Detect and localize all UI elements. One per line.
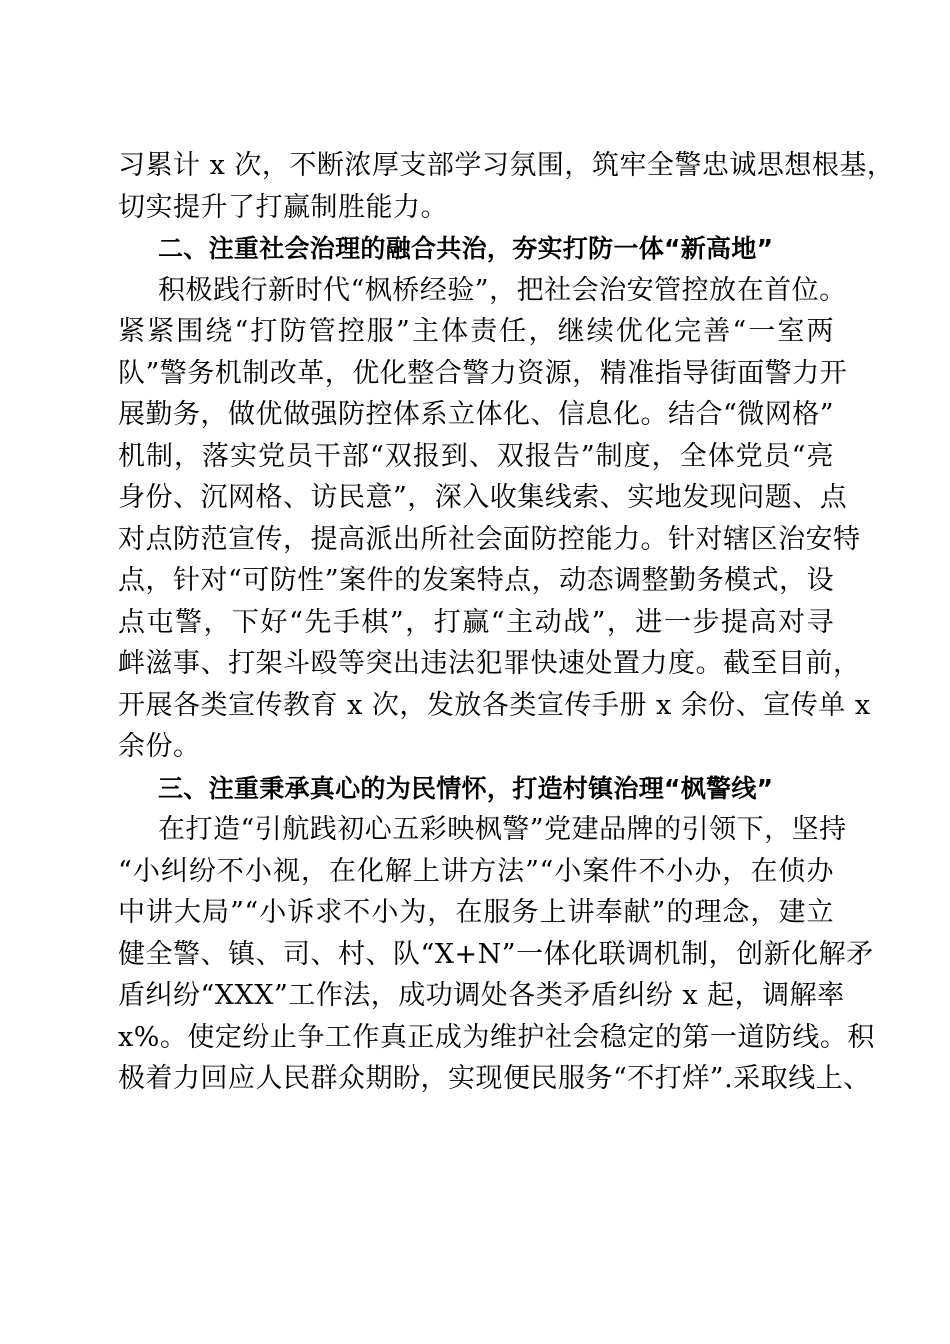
paragraph-line: 对点防范宣传，提高派出所社会面防控能力。针对辖区治安特 — [118, 523, 861, 555]
paragraph-line: 切实提升了打赢制胜能力。 — [118, 191, 448, 223]
paragraph-line: 中讲大局”“小诉求不小为，在服务上讲奉献”的理念，建立 — [118, 897, 834, 928]
paragraph-line: 点屯警，下好“先手棋”，打赢“主动战”，进一步提高对寻 — [118, 606, 834, 638]
document-page — [118, 145, 895, 1100]
paragraph-line: 紧紧围绕“打防管控服”主体责任，继续优化完善“一室两 — [118, 316, 834, 347]
paragraph-line: 机制，落实党员干部“双报到、双报告”制度，全体党员“亮 — [118, 440, 834, 472]
paragraph-line: 点，针对“可防性”案件的发案特点，动态调整勤务模式，设 — [118, 565, 835, 596]
paragraph-line: x%。使定纷止争工作真正成为维护社会稳定的第一道防线。积 — [118, 1021, 875, 1053]
paragraph-line: 余份。 — [118, 731, 201, 762]
paragraph-line: “小纠纷不小视，在化解上讲方法”“小案件不小办，在侦办 — [118, 855, 834, 887]
paragraph-line: 衅滋事、打架斗殴等突出违法犯罪快速处置力度。截至目前， — [118, 648, 861, 679]
paragraph-line: 队”警务机制改革，优化整合警力资源，精准指导街面警力开 — [118, 357, 848, 389]
section-heading: 二、注重社会治理的融合共治，夯实打防一体“新高地” — [158, 234, 774, 263]
paragraph-line: 盾纠纷“XXX”工作法，成功调处各类矛盾纠纷 x 起，调解率 — [118, 980, 845, 1011]
paragraph-line: 身份、沉网格、访民意”，深入收集线索、实地发现问题、点 — [118, 482, 848, 513]
paragraph-line: 展勤务，做优做强防控体系立体化、信息化。结合“微网格” — [118, 399, 835, 430]
paragraph-line: 在打造“引航践初心五彩映枫警”党建品牌的引领下，坚持 — [158, 814, 847, 845]
section-heading: 三、注重秉承真心的为民情怀，打造村镇治理“枫警线” — [158, 773, 774, 803]
paragraph-line: 习累计 x 次，不断浓厚支部学习氛围，筑牢全警忠诚思想根基， — [118, 150, 895, 181]
paragraph-line: 积极践行新时代“枫桥经验”，把社会治安管控放在首位。 — [158, 274, 847, 306]
paragraph-line: 极着力回应人民群众期盼，实现便民服务“不打烊”.采取线上、 — [118, 1063, 871, 1094]
paragraph-line: 开展各类宣传教育 x 次，发放各类宣传手册 x 余份、宣传单 x — [118, 689, 871, 721]
paragraph-line: 健全警、镇、司、村、队“X+N”一体化联调机制，创新化解矛 — [118, 938, 874, 970]
